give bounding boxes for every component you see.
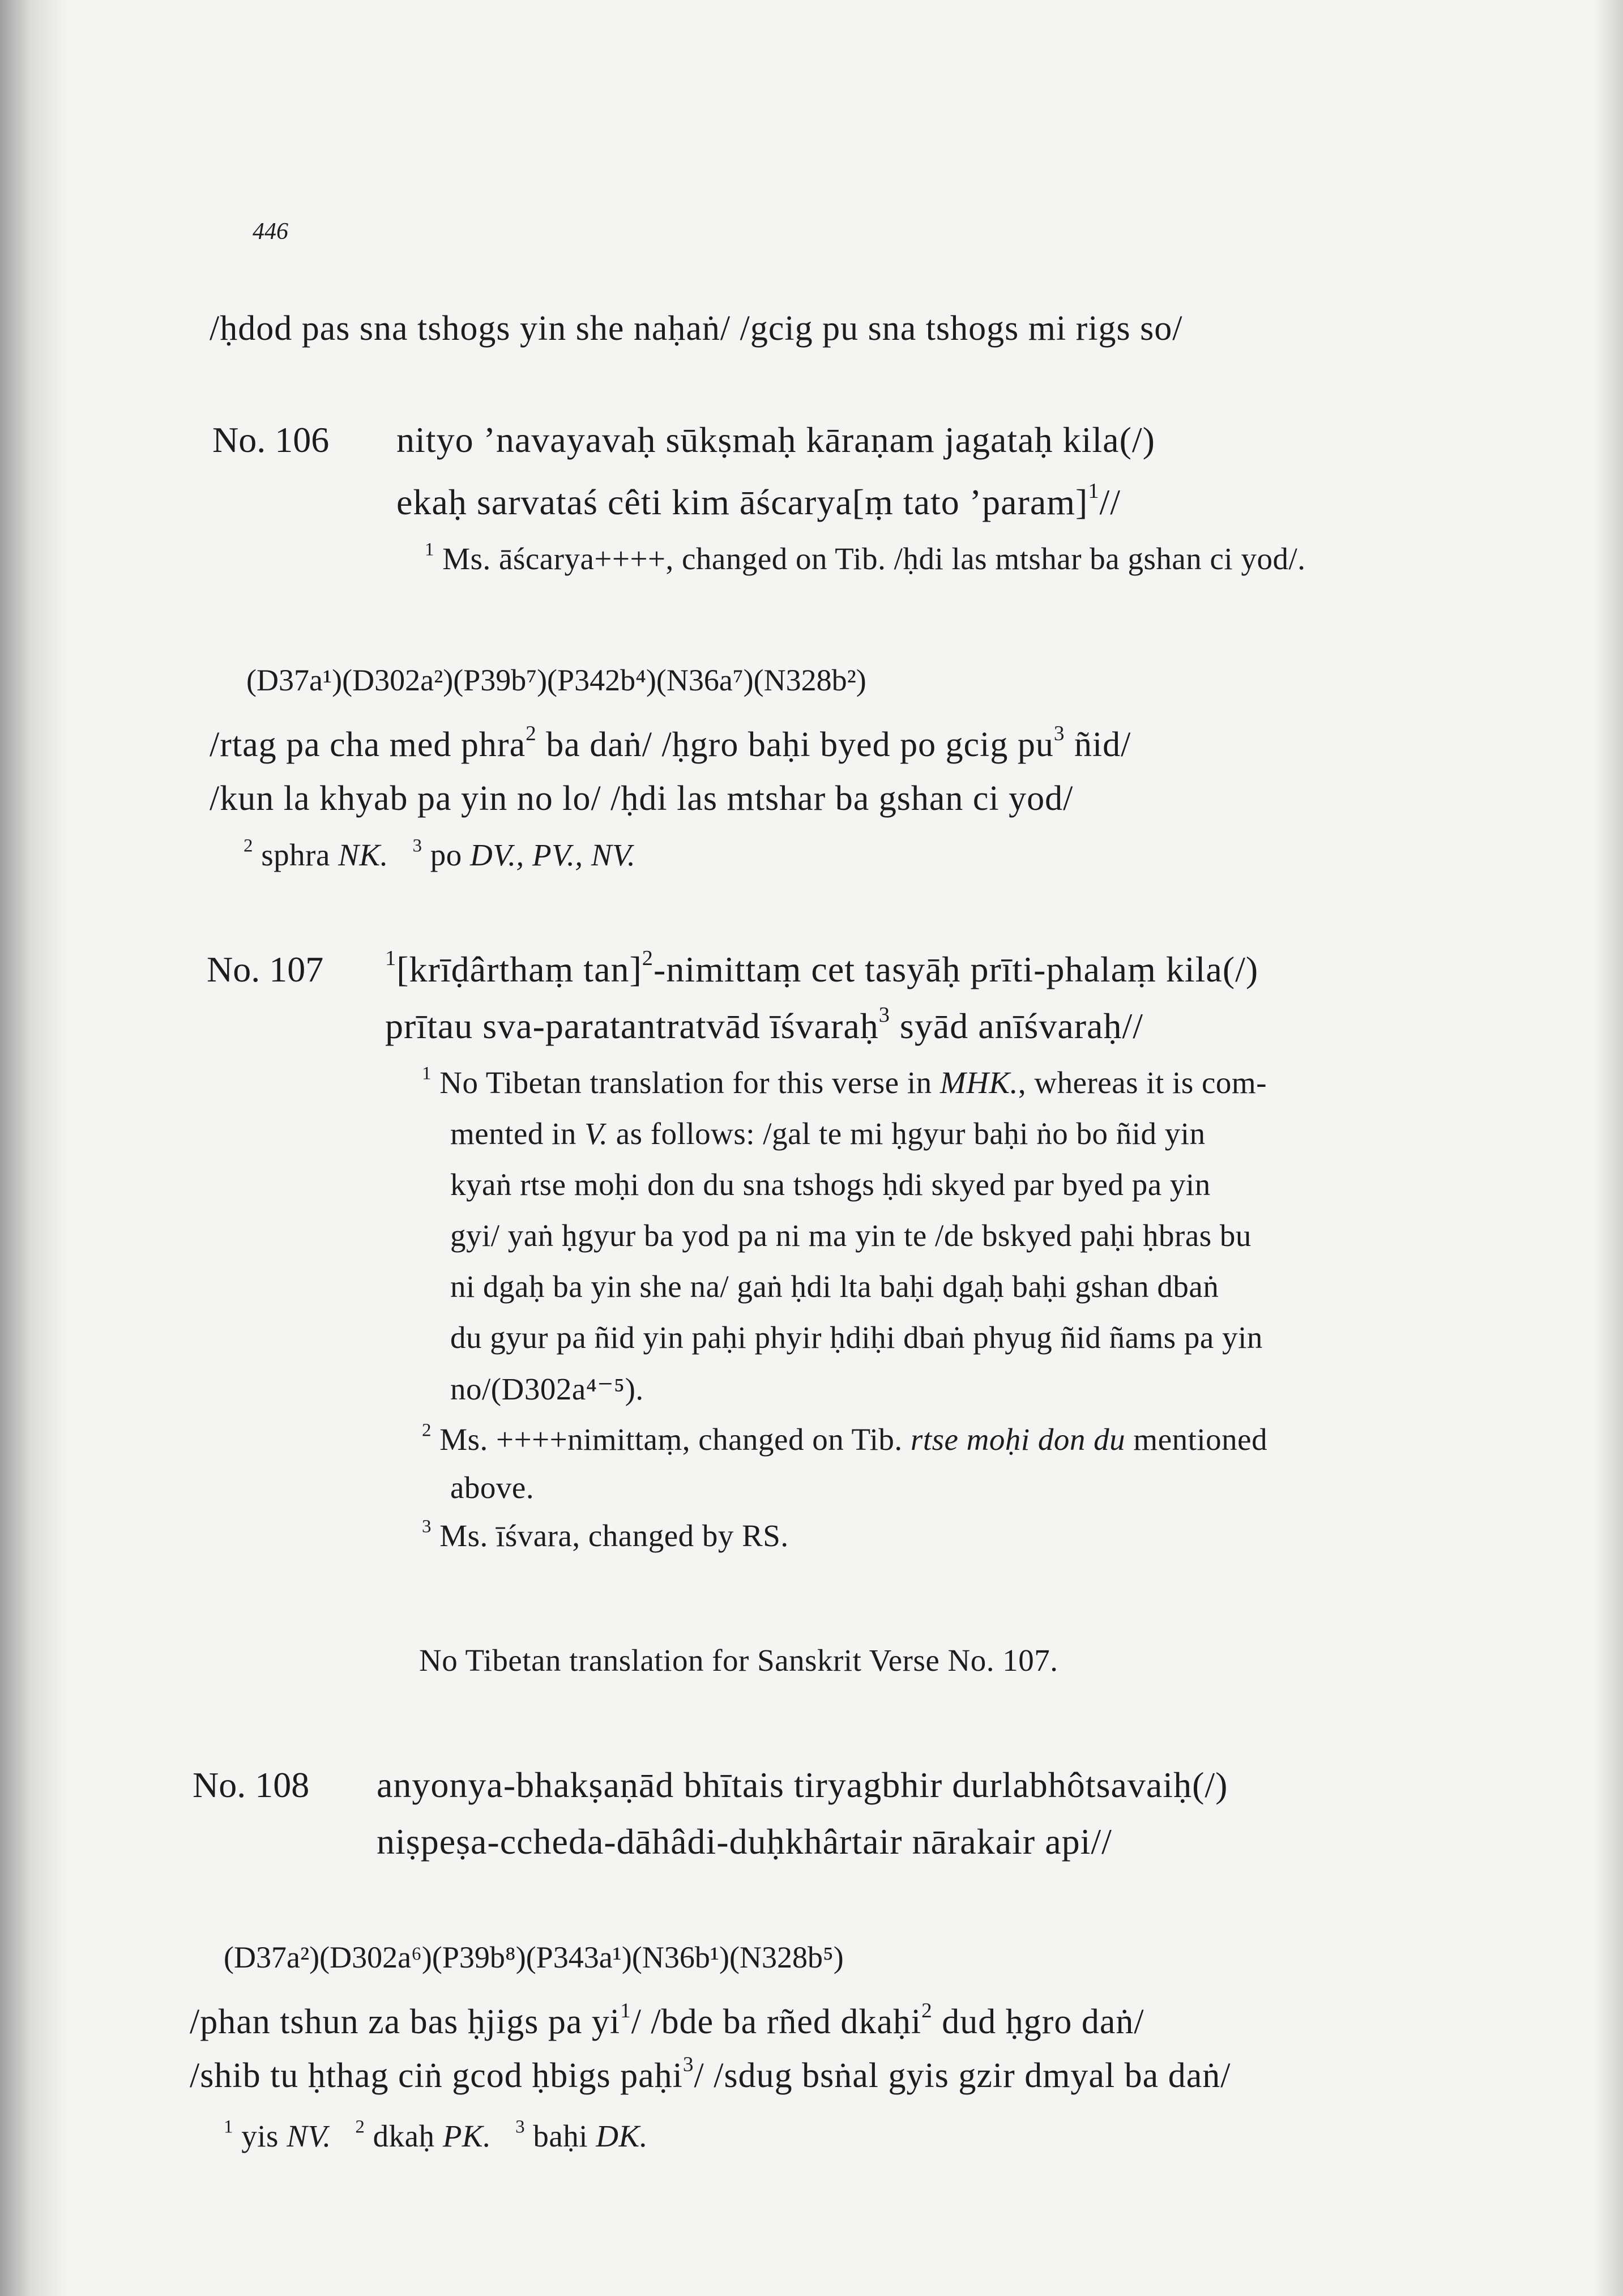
verse-108-label: No. 108 [193, 1765, 310, 1805]
verse-108-tibetan-refs: (D37a²)(D302a⁶)(P39b⁸)(P343a¹)(N36b¹)(N328b⁵) [224, 1940, 844, 1974]
verse-107-note-2-line-1: $^2$ Ms. ++++nimittaṃ, changed on Tib. rtse moḥi don du mentioned [422, 1420, 1268, 1457]
verse-106-note-1: $^1$ Ms. āścarya++++, changed on Tib. /ḥdi las mtshar ba gshan ci yod/. [425, 539, 1306, 576]
verse-107-note-1-line-4: gyi/ yaṅ ḥgyur ba yod pa ni ma yin te /de bskyed paḥi ḥbras bu [450, 1218, 1252, 1253]
verse-107-label: No. 107 [207, 949, 324, 989]
verse-106-tibetan-footnotes: $^2$ sphra NK. $^3$ po DV., PV., NV. [244, 835, 636, 872]
verse-106-tibetan-refs: (D37a¹)(D302a²)(P39b⁷)(P342b⁴)(N36a⁷)(N328b²) [246, 663, 866, 697]
verse-108-tibetan-line-2: /shib tu ḥthag ciṅ gcod ḥbigs paḥi$^3$/ /sdug bsṅal gyis gzir dmyal ba daṅ/ [190, 2053, 1231, 2095]
footnote-marker: 1 [1088, 479, 1100, 503]
continuation-tibetan-line: /ḥdod pas sna tshogs yin she naḥaṅ/ /gcig pu sna tshogs mi rigs so/ [210, 309, 1183, 348]
verse-107-note-1-line-1: $^1$ No Tibetan translation for this verse in MHK., whereas it is com- [422, 1063, 1267, 1100]
scan-shadow-left [0, 0, 68, 2296]
scan-shadow-right [1595, 0, 1623, 2296]
verse-107-note-2-line-2: above. [450, 1470, 535, 1505]
verse-107-note-1-line-2: mented in V. as follows: /gal te mi ḥgyur baḥi ṅo bo ñid yin [450, 1116, 1206, 1151]
verse-107-sanskrit-line-2: prītau sva-paratantratvād īśvaraḥ$^3$ syād anīśvaraḥ// [385, 1003, 1144, 1046]
verse-106-tibetan-line-2: /kun la khyab pa yin no lo/ /ḥdi las mtshar ba gshan ci yod/ [210, 779, 1074, 818]
verse-107-no-tibetan-notice: No Tibetan translation for Sanskrit Verse No. 107. [419, 1643, 1058, 1678]
verse-107-note-3: $^3$ Ms. īśvara, changed by RS. [422, 1516, 789, 1553]
verse-108-tibetan-line-1: /phan tshun za bas ḥjigs pa $yi^1/$ /bde ba rñed dkaḥi$^2$ dud ḥgro daṅ/ [190, 1999, 1144, 2041]
verse-106-sanskrit-line-1: nityo ’navayavaḥ sūkṣmaḥ kāraṇam jagataḥ kila(/) [396, 420, 1155, 460]
verse-107-sanskrit-line-1: $^1$[krīḍârthaṃ tan]$^2$-nimittaṃ cet tasyāḥ prīti-phalaṃ kila(/) [385, 946, 1259, 989]
verse-107-note-1-line-5: ni dgaḥ ba yin she na/ gaṅ ḥdi lta baḥi dgaḥ baḥi gshan dbaṅ [450, 1269, 1219, 1304]
page-number: 446 [253, 219, 288, 245]
verse-106-sanskrit-line-2: ekaḥ sarvataś cêti kim āścarya[ṃ tato ’param]$^1$// [396, 479, 1121, 522]
verse-108-sanskrit-line-2: niṣpeṣa-ccheda-dāhâdi-duḥkhârtair nārakair api// [377, 1821, 1112, 1862]
verse-106-tibetan-line-1: /rtag pa cha med phra$^2$ ba daṅ/ /ḥgro baḥi byed po gcig $pu^3$ ñid/ [210, 722, 1131, 764]
verse-106-label: No. 106 [212, 420, 330, 460]
verse-108-tibetan-footnotes: $^1$ yis NV. $^2$ dkaḥ PK. $^3$ baḥi DK. [224, 2116, 648, 2153]
verse-107-note-1-line-6: du gyur pa ñid yin paḥi phyir ḥdiḥi dbaṅ phyug ñid ñams pa yin [450, 1320, 1263, 1355]
verse-107-note-1-line-7: no/(D302a⁴⁻⁵). [450, 1372, 644, 1406]
verse-108-sanskrit-line-1: anyonya-bhakṣaṇād bhītais tiryagbhir durlabhôtsavaiḥ(/) [377, 1765, 1228, 1805]
verse-107-note-1-line-3: kyaṅ rtse moḥi don du sna tshogs ḥdi skyed par byed pa yin [450, 1167, 1211, 1202]
